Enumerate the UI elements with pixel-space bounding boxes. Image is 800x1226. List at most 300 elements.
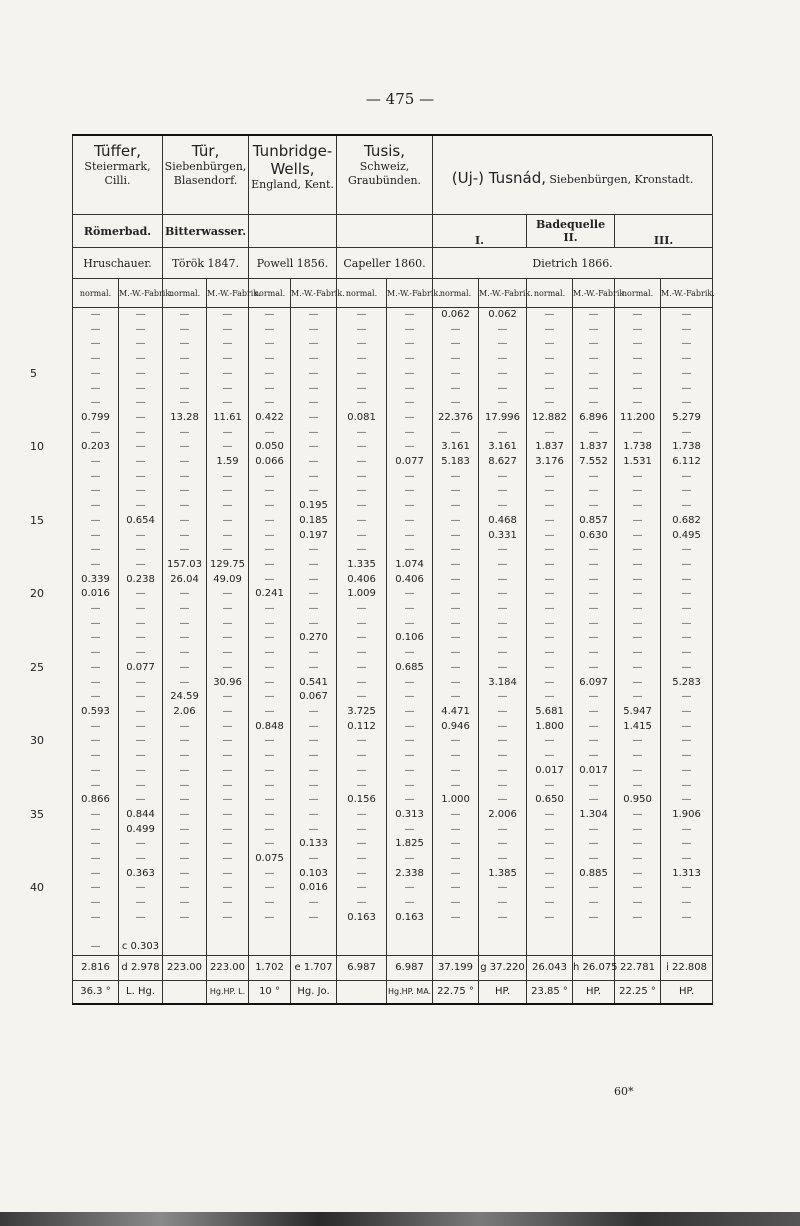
table-cell <box>73 926 119 941</box>
table-cell: — <box>249 484 291 499</box>
table-cell: — <box>337 440 387 455</box>
table-cell: — <box>249 823 291 838</box>
analyst-dietrich: Dietrich 1866. <box>433 248 713 279</box>
table-cell: — <box>291 720 337 735</box>
table-cell: 0.950 <box>615 793 661 808</box>
table-cell: 5.183 <box>433 455 479 470</box>
table-cell: — <box>163 793 207 808</box>
table-cell: — <box>387 543 433 558</box>
table-cell: 1.906 <box>661 808 713 823</box>
table-cell: — <box>163 779 207 794</box>
table-row <box>73 808 713 823</box>
temperature-cell: 22.25 ° <box>615 980 661 1004</box>
table-cell: — <box>661 337 713 352</box>
table-cell: — <box>615 573 661 588</box>
table-cell: — <box>291 896 337 911</box>
temperature-cell: 36.3 ° <box>73 980 119 1004</box>
table-cell: — <box>207 529 249 544</box>
table-cell: 0.081 <box>337 411 387 426</box>
table-cell: — <box>387 705 433 720</box>
table-cell: — <box>163 852 207 867</box>
table-row <box>73 823 713 838</box>
sum-cell: 223.00 <box>163 955 207 980</box>
table-cell: — <box>73 308 119 323</box>
table-cell: 0.270 <box>291 631 337 646</box>
table-cell: — <box>119 631 163 646</box>
spring-header-tueffer: Tüffer, Steiermark, Cilli. <box>73 136 163 215</box>
table-cell: — <box>249 323 291 338</box>
table-cell: — <box>291 661 337 676</box>
table-cell: — <box>291 911 337 926</box>
table-cell: — <box>387 440 433 455</box>
table-cell: — <box>387 764 433 779</box>
table-cell: 0.866 <box>73 793 119 808</box>
table-cell: — <box>119 720 163 735</box>
table-cell: — <box>615 631 661 646</box>
table-cell: — <box>337 646 387 661</box>
table-cell: — <box>291 382 337 397</box>
table-cell: — <box>479 323 527 338</box>
temperature-cell: HP. <box>479 980 527 1004</box>
table-cell: 12.882 <box>527 411 573 426</box>
table-cell: — <box>119 499 163 514</box>
table-row <box>73 837 713 852</box>
table-cell: — <box>207 837 249 852</box>
col-normal: normal. <box>615 279 661 308</box>
table-cell: — <box>73 896 119 911</box>
table-cell: — <box>337 514 387 529</box>
table-cell: — <box>527 631 573 646</box>
table-cell: — <box>119 793 163 808</box>
table-cell: — <box>207 543 249 558</box>
table-cell: — <box>615 676 661 691</box>
scan-edge <box>0 1212 800 1226</box>
table-cell: — <box>119 587 163 602</box>
table-cell: — <box>119 764 163 779</box>
table-cell: — <box>573 470 615 485</box>
table-cell: — <box>207 690 249 705</box>
table-row <box>73 646 713 661</box>
table-cell: — <box>527 426 573 441</box>
table-cell: — <box>207 352 249 367</box>
table-cell: — <box>73 396 119 411</box>
table-cell: — <box>387 617 433 632</box>
table-cell: — <box>387 499 433 514</box>
table-cell: — <box>73 558 119 573</box>
table-cell: 3.176 <box>527 455 573 470</box>
temperature-row <box>73 980 713 1004</box>
table-cell: — <box>573 382 615 397</box>
table-cell: 0.593 <box>73 705 119 720</box>
table-cell: — <box>249 308 291 323</box>
table-cell: — <box>337 617 387 632</box>
table-cell: — <box>661 558 713 573</box>
table-row <box>73 705 713 720</box>
table-cell: — <box>573 337 615 352</box>
table-cell: — <box>291 484 337 499</box>
table-cell: — <box>573 617 615 632</box>
table-cell: — <box>479 764 527 779</box>
table-cell: — <box>433 352 479 367</box>
table-cell: — <box>661 690 713 705</box>
table-cell: — <box>387 323 433 338</box>
table-cell: — <box>433 573 479 588</box>
table-cell: — <box>479 602 527 617</box>
table-row <box>73 529 713 544</box>
table-cell: — <box>387 352 433 367</box>
table-cell: — <box>573 646 615 661</box>
sum-cell: d 2.978 <box>119 955 163 980</box>
table-row <box>73 352 713 367</box>
table-cell: — <box>73 867 119 882</box>
table-cell: — <box>291 367 337 382</box>
table-cell: — <box>73 661 119 676</box>
temperature-cell: Hg. Jo. <box>291 980 337 1004</box>
table-cell <box>163 940 207 955</box>
table-cell: — <box>73 426 119 441</box>
table-cell: — <box>207 705 249 720</box>
table-cell: — <box>291 337 337 352</box>
table-cell: 26.04 <box>163 573 207 588</box>
table-cell: — <box>337 823 387 838</box>
analysis-table <box>72 136 715 1005</box>
table-cell: — <box>573 573 615 588</box>
table-cell <box>661 926 713 941</box>
table-row <box>73 308 713 323</box>
table-cell: — <box>615 337 661 352</box>
table-cell: 129.75 <box>207 558 249 573</box>
table-cell: — <box>527 382 573 397</box>
signature-mark: 60* <box>614 1085 634 1098</box>
table-cell: — <box>119 734 163 749</box>
table-cell: 1.304 <box>573 808 615 823</box>
table-cell: — <box>291 749 337 764</box>
table-cell: c 0.303 <box>119 940 163 955</box>
table-cell: — <box>433 367 479 382</box>
table-cell: — <box>249 558 291 573</box>
table-cell <box>163 926 207 941</box>
table-cell: — <box>119 308 163 323</box>
table-cell: — <box>433 852 479 867</box>
table-cell: — <box>615 529 661 544</box>
table-cell <box>249 940 291 955</box>
table-cell: — <box>615 514 661 529</box>
table-cell: — <box>337 764 387 779</box>
table-cell: — <box>661 779 713 794</box>
table-cell: 1.415 <box>615 720 661 735</box>
table-row <box>73 676 713 691</box>
table-cell: — <box>433 484 479 499</box>
table-cell: — <box>119 676 163 691</box>
table-cell: 0.499 <box>119 823 163 838</box>
table-cell: — <box>615 499 661 514</box>
table-cell: — <box>433 661 479 676</box>
table-cell: 0.016 <box>73 587 119 602</box>
table-cell: — <box>291 396 337 411</box>
table-cell: — <box>207 881 249 896</box>
table-cell: — <box>73 617 119 632</box>
table-cell: 17.996 <box>479 411 527 426</box>
table-cell: — <box>661 749 713 764</box>
table-cell: — <box>249 470 291 485</box>
table-cell: — <box>527 881 573 896</box>
table-cell: — <box>73 779 119 794</box>
table-cell: — <box>207 646 249 661</box>
table-cell: — <box>291 455 337 470</box>
temperature-cell: HP. <box>573 980 615 1004</box>
table-cell <box>573 940 615 955</box>
table-cell: — <box>615 749 661 764</box>
table-cell: — <box>527 587 573 602</box>
table-cell: — <box>433 602 479 617</box>
table-cell: 0.103 <box>291 867 337 882</box>
table-cell: — <box>163 867 207 882</box>
table-cell: — <box>433 896 479 911</box>
table-cell: — <box>661 499 713 514</box>
table-cell: — <box>119 440 163 455</box>
col-mw-fabrik: M.-W.-Fabrik. <box>291 279 337 308</box>
table-cell: — <box>337 382 387 397</box>
table-cell: — <box>337 661 387 676</box>
line-number: 25 <box>30 660 44 674</box>
table-cell: — <box>207 779 249 794</box>
table-cell: — <box>573 881 615 896</box>
table-cell: — <box>661 587 713 602</box>
table-cell: — <box>573 911 615 926</box>
table-cell: — <box>661 308 713 323</box>
table-row <box>73 734 713 749</box>
table-cell: — <box>433 631 479 646</box>
table-cell: — <box>249 734 291 749</box>
table-cell: — <box>163 352 207 367</box>
table-row <box>73 764 713 779</box>
table-cell: — <box>119 690 163 705</box>
table-cell: — <box>119 352 163 367</box>
table-row <box>73 631 713 646</box>
table-row <box>73 661 713 676</box>
table-cell: — <box>207 749 249 764</box>
table-cell: — <box>615 896 661 911</box>
table-cell: — <box>119 543 163 558</box>
table-cell: — <box>661 426 713 441</box>
table-cell: 0.799 <box>73 411 119 426</box>
table-cell: — <box>527 690 573 705</box>
temperature-cell: HP. <box>661 980 713 1004</box>
table-cell: — <box>249 881 291 896</box>
table-cell: — <box>615 617 661 632</box>
table-cell: — <box>527 602 573 617</box>
line-number: 15 <box>30 513 44 527</box>
line-number: 35 <box>30 807 44 821</box>
table-cell: — <box>479 617 527 632</box>
table-cell: — <box>387 852 433 867</box>
table-cell: — <box>337 852 387 867</box>
table-row <box>73 367 713 382</box>
table-cell: — <box>207 823 249 838</box>
table-cell: — <box>615 352 661 367</box>
table-cell: 6.112 <box>661 455 713 470</box>
table-cell: 0.016 <box>291 881 337 896</box>
table-cell: 1.738 <box>661 440 713 455</box>
table-cell: 0.185 <box>291 514 337 529</box>
table-cell: — <box>73 823 119 838</box>
table-cell: — <box>163 676 207 691</box>
table-cell: — <box>661 602 713 617</box>
table-cell: — <box>479 661 527 676</box>
table-cell <box>479 940 527 955</box>
table-cell: — <box>337 881 387 896</box>
table-cell: 1.837 <box>573 440 615 455</box>
table-cell: — <box>249 396 291 411</box>
table-cell: — <box>291 617 337 632</box>
table-cell: — <box>249 426 291 441</box>
table-cell <box>615 940 661 955</box>
table-cell: — <box>207 720 249 735</box>
table-cell: — <box>207 896 249 911</box>
table-cell: — <box>387 646 433 661</box>
table-cell: — <box>479 911 527 926</box>
table-cell <box>119 926 163 941</box>
table-cell: — <box>163 455 207 470</box>
table-row <box>73 896 713 911</box>
table-cell: — <box>119 779 163 794</box>
table-cell: 1.074 <box>387 558 433 573</box>
table-cell: — <box>249 573 291 588</box>
table-cell: — <box>163 823 207 838</box>
table-row <box>73 514 713 529</box>
table-cell: — <box>73 646 119 661</box>
table-cell: — <box>615 484 661 499</box>
table-cell: — <box>479 382 527 397</box>
table-cell: — <box>163 484 207 499</box>
sum-cell: 223.00 <box>207 955 249 980</box>
table-cell: 0.203 <box>73 440 119 455</box>
table-cell: — <box>661 837 713 852</box>
table-cell: — <box>119 558 163 573</box>
table-cell: — <box>527 367 573 382</box>
table-cell: 4.471 <box>433 705 479 720</box>
table-cell: 0.495 <box>661 529 713 544</box>
table-cell: — <box>249 793 291 808</box>
table-cell: — <box>249 837 291 852</box>
table-cell: — <box>527 676 573 691</box>
table-cell: — <box>573 499 615 514</box>
table-cell: — <box>73 676 119 691</box>
table-cell: — <box>433 690 479 705</box>
table-cell: — <box>291 543 337 558</box>
table-cell: — <box>573 661 615 676</box>
table-cell: — <box>291 764 337 779</box>
table-cell: — <box>249 867 291 882</box>
table-cell: 1.837 <box>527 440 573 455</box>
table-cell: — <box>163 661 207 676</box>
table-cell: — <box>527 896 573 911</box>
table-cell: — <box>479 720 527 735</box>
table-cell: 0.406 <box>337 573 387 588</box>
col-normal: normal. <box>249 279 291 308</box>
table-cell: — <box>387 823 433 838</box>
table-cell: — <box>527 852 573 867</box>
table-cell: — <box>337 426 387 441</box>
table-cell: 1.335 <box>337 558 387 573</box>
table-cell: — <box>119 337 163 352</box>
table-cell: — <box>337 676 387 691</box>
line-number: 20 <box>30 587 44 601</box>
table-cell: — <box>573 484 615 499</box>
table-cell: — <box>249 602 291 617</box>
table-cell: — <box>573 852 615 867</box>
table-cell <box>249 926 291 941</box>
table-cell: — <box>661 764 713 779</box>
table-cell: 0.331 <box>479 529 527 544</box>
table-cell: 0.946 <box>433 720 479 735</box>
table-cell: 2.006 <box>479 808 527 823</box>
table-cell: — <box>479 352 527 367</box>
table-cell: — <box>433 426 479 441</box>
table-cell: 157.03 <box>163 558 207 573</box>
table-cell: 1.531 <box>615 455 661 470</box>
table-cell: 2.06 <box>163 705 207 720</box>
table-cell: — <box>387 382 433 397</box>
table-cell: — <box>615 426 661 441</box>
table-cell: — <box>573 720 615 735</box>
table-cell: — <box>337 484 387 499</box>
table-cell: — <box>527 734 573 749</box>
table-cell: 0.077 <box>387 455 433 470</box>
table-cell: 0.017 <box>573 764 615 779</box>
table-cell: — <box>291 573 337 588</box>
table-cell: 0.106 <box>387 631 433 646</box>
table-cell: 0.197 <box>291 529 337 544</box>
table-row <box>73 470 713 485</box>
table-cell: — <box>207 617 249 632</box>
table-cell <box>615 926 661 941</box>
table-cell: — <box>249 543 291 558</box>
badequelle-1: I. <box>433 215 527 248</box>
table-cell: — <box>337 396 387 411</box>
table-cell: — <box>433 837 479 852</box>
table-cell: 0.163 <box>387 911 433 926</box>
table-cell: — <box>573 396 615 411</box>
table-row <box>73 926 713 941</box>
table-cell: — <box>163 367 207 382</box>
table-cell: — <box>291 323 337 338</box>
table-cell: — <box>387 676 433 691</box>
spring-header-tusis: Tusis, Schweiz, Graubünden. <box>337 136 433 215</box>
table-cell: — <box>119 852 163 867</box>
temperature-cell: 10 ° <box>249 980 291 1004</box>
type-bitterwasser: Bitterwasser. <box>163 215 249 248</box>
table-cell: — <box>527 573 573 588</box>
table-row <box>73 337 713 352</box>
table-cell: 24.59 <box>163 690 207 705</box>
col-mw-fabrik: M.-W.-Fabrik. <box>387 279 433 308</box>
table-cell: — <box>291 779 337 794</box>
temperature-cell: 23.85 ° <box>527 980 573 1004</box>
table-cell: — <box>615 764 661 779</box>
table-row <box>73 396 713 411</box>
table-cell: — <box>337 543 387 558</box>
table-cell: — <box>527 558 573 573</box>
table-cell: — <box>337 808 387 823</box>
sum-cell: e 1.707 <box>291 955 337 980</box>
table-cell: — <box>249 617 291 632</box>
table-cell <box>291 926 337 941</box>
table-cell: — <box>163 514 207 529</box>
table-cell: 1.800 <box>527 720 573 735</box>
table-cell: 0.630 <box>573 529 615 544</box>
table-cell: — <box>337 602 387 617</box>
